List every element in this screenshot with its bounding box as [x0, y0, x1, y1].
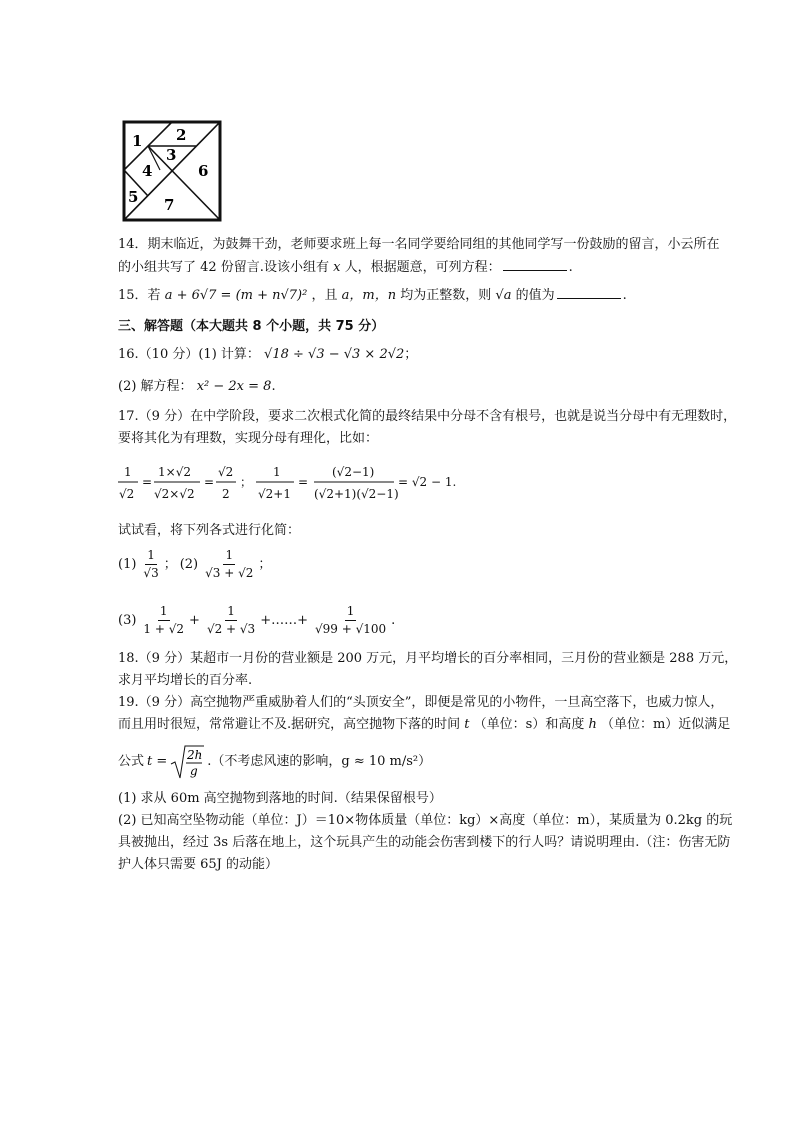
tangram-label-4: 4 — [142, 162, 153, 180]
q16-line2-expr: x² − 2x = 8 — [196, 379, 272, 394]
svg-text:g: g — [190, 764, 198, 778]
q15-end: . — [622, 288, 627, 303]
tangram-label-6: 6 — [198, 162, 209, 180]
tangram-label-2: 2 — [176, 126, 187, 144]
q17-part3-ellipsis: +……+ — [260, 612, 308, 628]
q19-formula-line: 公式 t = 2h g .（不考虑风速的影响，g ≈ 10 m/s²） — [118, 744, 434, 784]
q17-line1: 17.（9 分）在中学阶段，要求二次根式化简的最终结果中分母不含有根号，也就是说当分母中有无理数时， — [118, 409, 737, 424]
q14-line2 — [118, 258, 573, 277]
q15-suffix: 的值为 — [515, 288, 555, 303]
q19-line2-a: 而且用时很短，常常避让不及.据研究，高空抛物下落的时间 — [118, 717, 461, 732]
q16-line1-expr: √18 ÷ √3 − √3 × 2√2 — [264, 347, 405, 362]
q17-examples — [118, 456, 458, 508]
q16-line2 — [118, 378, 276, 396]
q19-formula-sqrt — [170, 744, 204, 780]
q19-line2-b: （单位：s）和高度 — [473, 717, 585, 732]
q19-line2-c: （单位：m）近似满足 — [600, 717, 731, 732]
q16-line1-prefix: 16.（10 分）(1) 计算： — [118, 347, 260, 362]
q17-part3: (3) $\frac{1}{1 + √2}$ + $\frac{1}{√2 + √3}$ +……+ $\frac{1}{√99 + √100}$ . — [118, 604, 396, 636]
q14-text-a: 的小组共写了 42 份留言.设该小组有 — [118, 260, 329, 275]
svg-text:1×√2: 1×√2 — [158, 465, 191, 479]
q16-line2-prefix: (2) 解方程： — [118, 379, 193, 394]
tangram-label-3: 3 — [166, 146, 177, 164]
section-3-heading: 三、解答题（本大题共 8 个小题，共 75 分） — [118, 319, 385, 334]
svg-text:(√2−1): (√2−1) — [332, 465, 375, 479]
q19-part2-line2: 具被抛出，经过 3s 后落在地上，这个玩具产生的动能会伤害到楼下的行人吗？请说明理由.（注：伤害无防 — [118, 835, 731, 850]
q16-line2-end: . — [271, 379, 276, 394]
q15-answer-blank — [557, 286, 621, 299]
q15-mid: ，且 — [311, 288, 338, 303]
q15-ask: √a — [495, 288, 512, 303]
tangram-label-7: 7 — [164, 196, 175, 214]
q17-part2-label: (2) — [179, 556, 199, 572]
q17-try: 试试看，将下列各式进行化简： — [118, 523, 301, 538]
q17-parts-1-2: (1) $\frac{1}{√3}$ ； (2) $\frac{1}{√3 + √2}$ ； — [118, 548, 272, 580]
svg-text:√2×√2: √2×√2 — [154, 487, 195, 501]
q14-answer-blank — [503, 258, 567, 271]
svg-text:√2+1: √2+1 — [258, 487, 291, 501]
tangram-label-1: 1 — [132, 132, 143, 150]
q16-line1-end: ； — [404, 347, 418, 362]
q19-part1: (1) 求从 60m 高空抛物到落地的时间.（结果保留根号） — [118, 791, 442, 806]
svg-text:=: = — [204, 475, 215, 489]
q15-prefix: 15．若 — [118, 288, 161, 303]
q17-part3-frac2: $\frac{1}{√2 + √3}$ — [206, 604, 256, 636]
svg-text:(√2+1)(√2−1): (√2+1)(√2−1) — [314, 487, 399, 501]
q19-part2-line1: (2) 已知高空坠物动能（单位：J）＝10×物体质量（单位：kg）×高度（单位：m），某质量为 0.2kg 的玩 — [118, 813, 733, 828]
q19-var-t: t — [464, 717, 470, 732]
q19-var-h: h — [588, 717, 597, 732]
q17-part1-fraction: $\frac{1}{√3}$ — [143, 548, 159, 580]
q19-part2-line3: 护人体只需要 65J 的动能） — [118, 857, 279, 872]
q14-var: x — [333, 260, 341, 275]
svg-text:1: 1 — [124, 465, 132, 479]
svg-text:= √2 − 1.: = √2 − 1. — [398, 475, 457, 489]
q14-line1: 14．期末临近，为鼓舞干劲，老师要求班上每一名同学要给同组的其他同学写一份鼓励的留言，小云所在 — [118, 237, 720, 252]
q19-formula-note: .（不考虑风速的影响，g ≈ 10 m/s²） — [207, 754, 432, 769]
svg-text:√2: √2 — [119, 487, 135, 501]
svg-text:2h: 2h — [187, 748, 203, 762]
tangram-figure — [120, 118, 224, 224]
svg-text:=: = — [142, 475, 153, 489]
svg-text:2: 2 — [222, 487, 230, 501]
tangram-label-5: 5 — [128, 188, 139, 206]
q15-line — [118, 286, 627, 305]
q19-line1: 19.（9 分）高空抛物严重威胁着人们的“头顶安全”，即便是常见的小物件，一旦高空落下，也威力惊人， — [118, 695, 724, 710]
q19-formula-prefix: 公式 — [118, 754, 145, 769]
q17-part3-label: (3) — [118, 612, 137, 628]
q17-line2: 要将其化为有理数，实现分母有理化，比如： — [118, 431, 379, 446]
q15-expr: a + 6√7 = (m + n√7)² — [164, 288, 308, 303]
q17-part3-frac1: $\frac{1}{1 + √2}$ — [143, 604, 185, 636]
q19-line2 — [118, 716, 730, 734]
q17-part1-label: (1) — [118, 556, 137, 572]
q18-line1: 18.（9 分）某超市一月份的营业额是 200 万元，月平均增长的百分率相同，三月份的营业额是 288 万元， — [118, 651, 738, 666]
q14-end: . — [568, 260, 573, 275]
svg-text:√2: √2 — [218, 465, 234, 479]
q14-text-b: 人，根据题意，可列方程： — [344, 260, 501, 275]
q16-line1 — [118, 346, 417, 364]
q17-part2-fraction: $\frac{1}{√3 + √2}$ — [205, 548, 254, 580]
svg-text:=: = — [298, 475, 309, 489]
q15-vars: a，m，n — [341, 288, 397, 303]
q15-mid2: 均为正整数，则 — [400, 288, 492, 303]
q17-part3-frac3: $\frac{1}{√99 + √100}$ — [314, 604, 387, 636]
svg-text:1: 1 — [273, 465, 281, 479]
q17-examples-formula — [118, 456, 458, 508]
svg-text:；: ； — [240, 475, 253, 489]
q18-line2: 求月平均增长的百分率. — [118, 673, 253, 688]
